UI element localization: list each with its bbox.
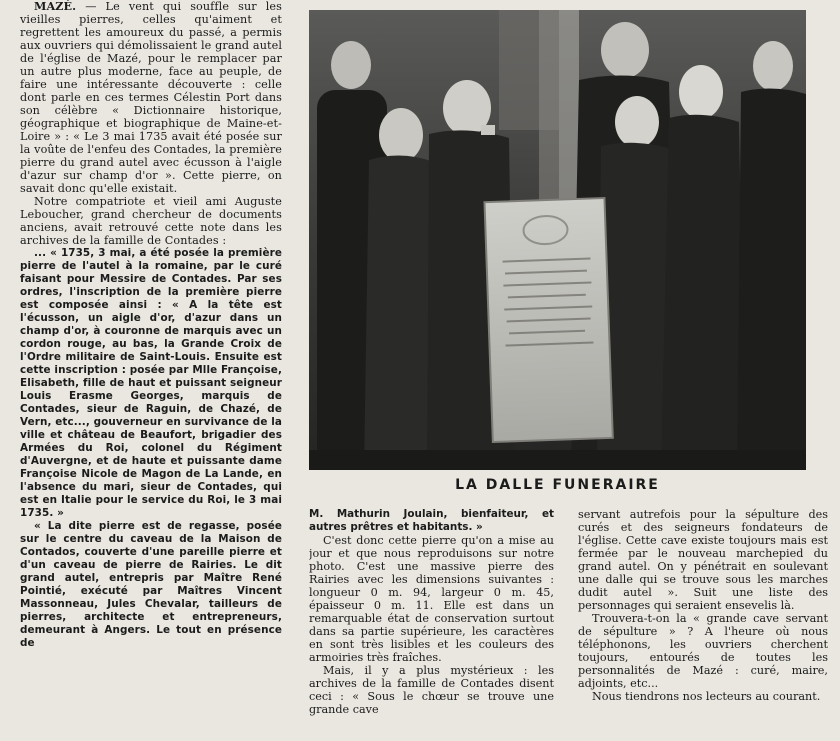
photo-illustration xyxy=(309,10,806,470)
paragraph-closing: Nous tiendrons nos lecteurs au courant. xyxy=(592,690,821,703)
dateline: MAZÉ. xyxy=(34,0,77,13)
paragraph-stone-quote: « La dite pierre est de regasse, posée sur le centre du caveau de la Maison de Contados, couverte d'une pareille pierre et d'un caveau de pierre de Rairies. Le dit grand autel, entrepris par Maître René Pointié, exécuté par Maîtres Vincent Massonneau, Jules Chevalar, tailleurs de pierres, architecte et entrepreneurs, demeurant à Angers. Le tout en présence de xyxy=(20,520,282,649)
paragraph-intro xyxy=(20,0,282,195)
middle-column xyxy=(309,508,554,741)
paragraph-quote-end: M. Mathurin Joulain, bienfaiteur, et autres prêtres et habitants. » xyxy=(309,508,554,533)
news-photo xyxy=(309,10,806,470)
photo-caption: LA DALLE FUNERAIRE xyxy=(455,477,660,493)
paragraph-mystery: Mais, il y a plus mystérieux : les archives de la famille de Contades disent ceci : « Sous le chœur se trouve une grande cave xyxy=(309,664,554,716)
paragraph-search: Trouvera-t-on la « grande cave servant de sépulture » ? A l'heure où nous téléphonons, les ouvriers cherchent toujours, entourés de toutes les personnalités de Mazé : curé, maire, adjoints, etc... xyxy=(578,612,828,690)
paragraph-archives: Notre compatriote et vieil ami Auguste Leboucher, grand chercheur de documents anciens, avait retrouvé cette note dans les archives de la famille de Contades : xyxy=(20,195,282,247)
left-column xyxy=(20,0,282,741)
paragraph-stone-description: C'est donc cette pierre qu'on a mise au jour et que nous reproduisons sur notre photo. C'est une massive pierre des Rairies avec les dimensions suivantes : longueur 0 m. 94, largeur 0 m. 45, épaisseur 0 m. 11. Elle est dans un remarquable état de conservation surtout dans sa partie supérieure, les caractères en sont très lisibles et les couleurs des armoiries très fraîches. xyxy=(309,534,554,664)
right-column xyxy=(578,508,828,741)
paragraph-intro-text: — Le vent qui souffle sur les vieilles pierres, celles qu'aiment et regrettent les amoureux du passé, a permis aux ouvriers qui démolissaient le grand autel de l'église de Mazé, pour le remplacer par un autre plus moderne, face au peuple, de faire une intéressante découverte : celle dont parle en ces termes Célestin Port dans son célèbre « Dictionnaire historique, géographique et biographique de Maine-et-Loire » : « Le 3 mai 1735 avait été posée sur la voûte de l'enfeu des Contades, la première pierre du grand autel avec écusson à l'aigle d'azur sur champ d'or ». Cette pierre, on savait donc qu'elle existait. xyxy=(20,0,282,195)
paragraph-cave: servant autrefois pour la sépulture des curés et des seigneurs fondateurs de l'église. Cette cave existe toujours mais est fermée par le nouveau marchepied du grand autel. On y pénétrait en soulevant une dalle qui se trouve sous les marches dudit autel ». Suit une liste des personnages qui seraient ensevelis là. xyxy=(578,508,828,612)
paragraph-inscription-quote: ... « 1735, 3 mai, a été posée la première pierre de l'autel à la romaine, par le curé faisant pour Messire de Contades. Par ses ordres, l'inscription de la première pierre est composée ainsi : « A la tête est l'écusson, un aigle d'or, d'azur dans un champ d'or, à couronne de marquis avec un cordon rouge, au bas, la Grande Croix de l'Ordre militaire de Saint-Louis. Ensuite est cette inscription : posée par Mlle Françoise, Elisabeth, fille de haut et puissant seigneur Louis Erasme Georges, marquis de Contades, sieur de Raguin, de Chazé, de Vern, etc..., gouverneur en survivance de la ville et château de Beaufort, brigadier des Armées du Roi, colonel du Régiment d'Auvergne, et de haute et puissante dame Françoise Nicole de Magon de La Lande, en l'absence du mari, sieur de Contades, qui est en Italie pour le service du Roi, le 3 mai 1735. » xyxy=(20,247,282,519)
